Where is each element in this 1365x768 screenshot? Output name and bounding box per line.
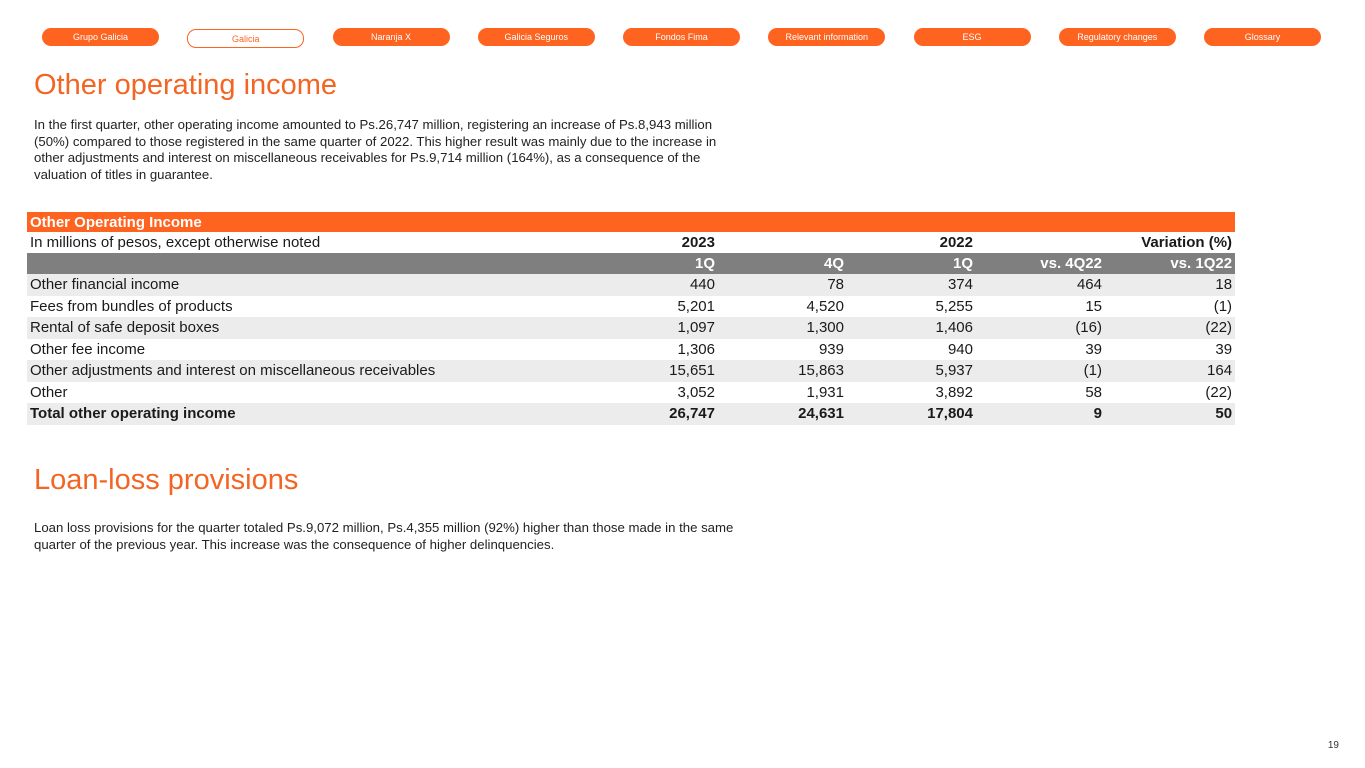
nav-naranja-x[interactable]: Naranja X: [333, 28, 450, 46]
nav-galicia[interactable]: Galicia: [187, 29, 304, 48]
cell-value: 4,520: [806, 297, 844, 315]
col-1q23: 1Q: [587, 253, 718, 274]
other-operating-income-heading: Other operating income: [34, 69, 338, 101]
variation-header: Variation (%): [1141, 234, 1233, 251]
row-label: Other adjustments and interest on miscellaneous receivables: [27, 360, 587, 382]
cell-value: (1): [1213, 297, 1233, 315]
cell-value: 464: [976, 274, 1105, 296]
cell-value: 940: [947, 340, 973, 358]
row-label: Other fee income: [30, 340, 146, 358]
cell-value: 24,631: [718, 403, 847, 425]
cell-value: 5,937: [847, 360, 976, 382]
row-label: Total other operating income: [27, 403, 587, 425]
cell-value: 39: [1215, 340, 1233, 358]
table-quarter-row: [27, 253, 1235, 274]
cell-value: 78: [718, 274, 847, 296]
cell-value: 374: [847, 274, 976, 296]
col-vs-4q22: vs. 4Q22: [976, 253, 1105, 274]
col-1q22: 1Q: [847, 253, 976, 274]
cell-value: 1,406: [847, 317, 976, 339]
table-total-row: [27, 403, 1235, 425]
table-units: In millions of pesos, except otherwise noted: [30, 234, 321, 251]
table-title-row: [27, 212, 1235, 232]
nav-regulatory-changes[interactable]: Regulatory changes: [1059, 28, 1176, 46]
empty-cell: [27, 253, 587, 274]
cell-value: 26,747: [587, 403, 718, 425]
cell-value: 17,804: [847, 403, 976, 425]
top-nav: [42, 28, 1321, 47]
year-2022: 2022: [939, 234, 973, 251]
table-row: [27, 339, 1235, 361]
cell-value: 9: [976, 403, 1105, 425]
col-vs-1q22: vs. 1Q22: [1105, 253, 1235, 274]
table-year-row: [27, 232, 1235, 253]
cell-value: 58: [1085, 383, 1102, 401]
nav-esg[interactable]: ESG: [914, 28, 1031, 46]
cell-value: 939: [818, 340, 844, 358]
cell-value: 1,097: [587, 317, 718, 339]
cell-value: 5,255: [935, 297, 973, 315]
year-2023: 2023: [681, 234, 715, 251]
row-label: Other financial income: [27, 274, 587, 296]
table-row: [27, 274, 1235, 296]
cell-value: 1,931: [806, 383, 844, 401]
cell-value: 1,300: [718, 317, 847, 339]
cell-value: (16): [976, 317, 1105, 339]
nav-glossary[interactable]: Glossary: [1204, 28, 1321, 46]
row-label: Other: [30, 383, 68, 401]
loan-loss-provisions-paragraph: Loan loss provisions for the quarter totaled Ps.9,072 million, Ps.4,355 million (92%) higher than those made in the same quarter of the previous year. This increase was the consequence of higher delinquencies.: [34, 520, 734, 552]
cell-value: 3,052: [677, 383, 715, 401]
table-title: Other Operating Income: [27, 212, 1235, 232]
nav-fondos-fima[interactable]: Fondos Fima: [623, 28, 740, 46]
empty-cell: [718, 232, 847, 253]
cell-value: 15,651: [587, 360, 718, 382]
cell-value: (22): [1205, 383, 1233, 401]
cell-value: 18: [1105, 274, 1235, 296]
cell-value: 39: [1085, 340, 1102, 358]
nav-relevant-information[interactable]: Relevant information: [768, 28, 885, 46]
cell-value: 440: [587, 274, 718, 296]
table-row: [27, 382, 1235, 404]
cell-value: (22): [1105, 317, 1235, 339]
cell-value: 15: [1085, 297, 1102, 315]
other-operating-income-table: [27, 212, 1235, 425]
cell-value: 3,892: [935, 383, 973, 401]
nav-grupo-galicia[interactable]: Grupo Galicia: [42, 28, 159, 46]
nav-galicia-seguros[interactable]: Galicia Seguros: [478, 28, 595, 46]
page-number: 19: [1327, 740, 1339, 751]
cell-value: 50: [1105, 403, 1235, 425]
cell-value: 5,201: [677, 297, 715, 315]
other-operating-income-paragraph: In the first quarter, other operating income amounted to Ps.26,747 million, registering an increase of Ps.8,943 million (50%) compared to those registered in the same quarter of 2022. This higher result was mainly due to the increase in other adjustments and interest on miscellaneous receivables for Ps.9,714 million (164%), as a consequence of the valuation of titles in guarantee.: [34, 117, 717, 182]
cell-value: (1): [976, 360, 1105, 382]
cell-value: 15,863: [718, 360, 847, 382]
table-row: [27, 296, 1235, 318]
table-row: [27, 360, 1235, 382]
row-label: Rental of safe deposit boxes: [27, 317, 587, 339]
cell-value: 164: [1105, 360, 1235, 382]
loan-loss-provisions-heading: Loan-loss provisions: [34, 464, 299, 496]
col-4q22: 4Q: [718, 253, 847, 274]
table-row: [27, 317, 1235, 339]
cell-value: 1,306: [677, 340, 715, 358]
row-label: Fees from bundles of products: [30, 297, 233, 315]
